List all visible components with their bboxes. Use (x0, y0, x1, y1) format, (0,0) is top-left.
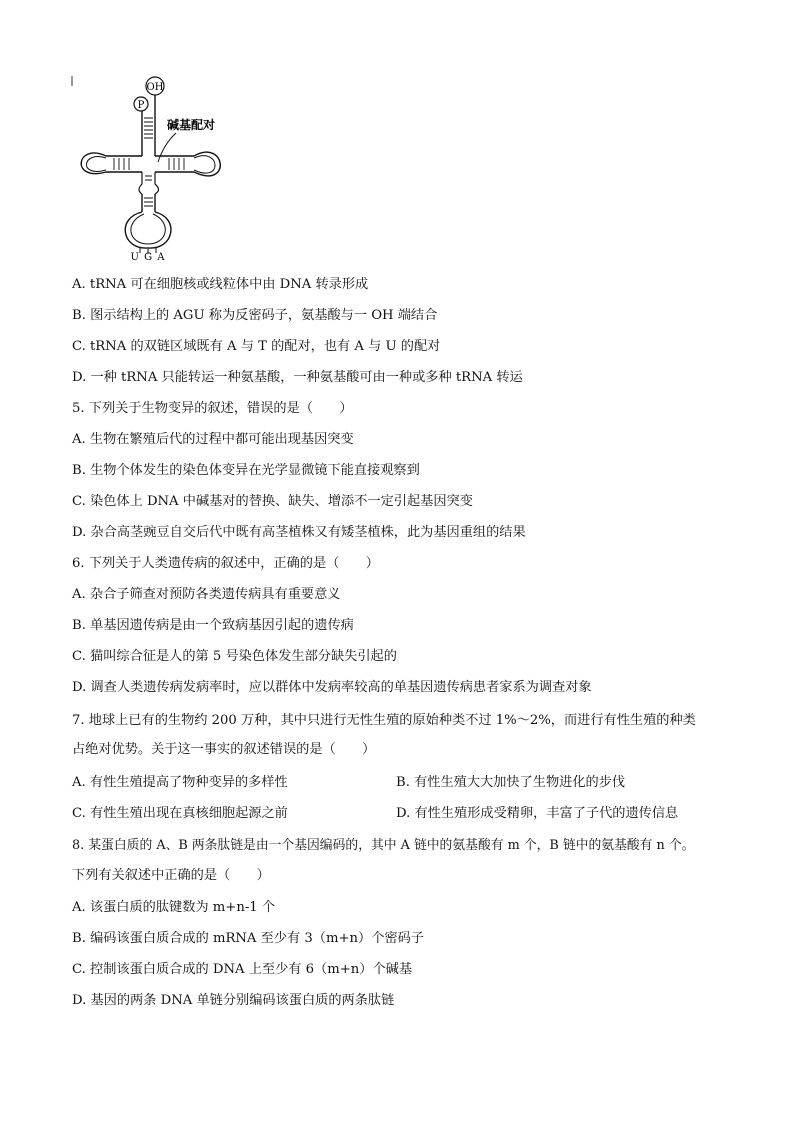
q5-option-d: D. 杂合高茎豌豆自交后代中既有高茎植株又有矮茎植株，此为基因重组的结果 (72, 525, 526, 540)
q7-stem-line1: 7. 地球上已有的生物约 200 万种，其中只进行无性生殖的原始种类不过 1%～2%，而进行有性生殖的种类 (72, 713, 696, 728)
q8-option-d: D. 基因的两条 DNA 单链分别编码该蛋白质的两条肽链 (72, 993, 395, 1008)
p-label: P (137, 100, 145, 111)
q7-option-d: D. 有性生殖形成受精卵，丰富了子代的遗传信息 (396, 806, 679, 821)
q8-stem-line2: 下列有关叙述中正确的是（ ） (72, 868, 270, 883)
trna-diagram (66, 72, 256, 262)
q6-option-d: D. 调查人类遗传病发病率时，应以群体中发病率较高的单基因遗传病患者家系为调查对象 (72, 680, 592, 695)
q5-option-c: C. 染色体上 DNA 中碱基对的替换、缺失、增添不一定引起基因突变 (72, 494, 473, 509)
q7-option-a: A. 有性生殖提高了物种变异的多样性 (72, 775, 288, 790)
q7-option-c: C. 有性生殖出现在真核细胞起源之前 (72, 806, 288, 821)
anticodon-label: U G A (130, 252, 166, 262)
q5-stem: 5. 下列关于生物变异的叙述，错误的是（ ） (72, 401, 353, 416)
q4-option-b: B. 图示结构上的 AGU 称为反密码子，氨基酸与一 OH 端结合 (72, 308, 438, 323)
q6-option-b: B. 单基因遗传病是由一个致病基因引起的遗传病 (72, 618, 354, 633)
q4-option-c: C. tRNA 的双链区域既有 A 与 T 的配对，也有 A 与 U 的配对 (72, 339, 441, 354)
q8-stem-line1: 8. 某蛋白质的 A、B 两条肽链是由一个基因编码的，其中 A 链中的氨基酸有 m 个，B 链中的氨基酸有 n 个。 (72, 838, 695, 853)
q8-option-a: A. 该蛋白质的肽键数为 m+n-1 个 (72, 900, 276, 915)
q6-option-c: C. 猫叫综合征是人的第 5 号染色体发生部分缺失引起的 (72, 649, 397, 664)
q6-stem: 6. 下列关于人类遗传病的叙述中，正确的是（ ） (72, 556, 379, 571)
q4-option-d: D. 一种 tRNA 只能转运一种氨基酸，一种氨基酸可由一种或多种 tRNA 转运 (72, 370, 523, 385)
q8-option-c: C. 控制该蛋白质合成的 DNA 上至少有 6（m+n）个碱基 (72, 962, 413, 977)
q4-option-a: A. tRNA 可在细胞核或线粒体中由 DNA 转录形成 (72, 277, 369, 292)
q7-option-b: B. 有性生殖大大加快了生物进化的步伐 (396, 775, 626, 790)
base-pairing-label: 碱基配对 (167, 118, 216, 132)
q6-option-a: A. 杂合子筛查对预防各类遗传病具有重要意义 (72, 587, 341, 602)
oh-label: OH (146, 82, 164, 93)
q7-stem-line2: 占绝对优势。关于这一事实的叙述错误的是（ ） (72, 742, 376, 757)
q8-option-b: B. 编码该蛋白质合成的 mRNA 至少有 3（m+n）个密码子 (72, 931, 424, 946)
q5-option-b: B. 生物个体发生的染色体变异在光学显微镜下能直接观察到 (72, 463, 420, 478)
q5-option-a: A. 生物在繁殖后代的过程中都可能出现基因突变 (72, 432, 354, 447)
